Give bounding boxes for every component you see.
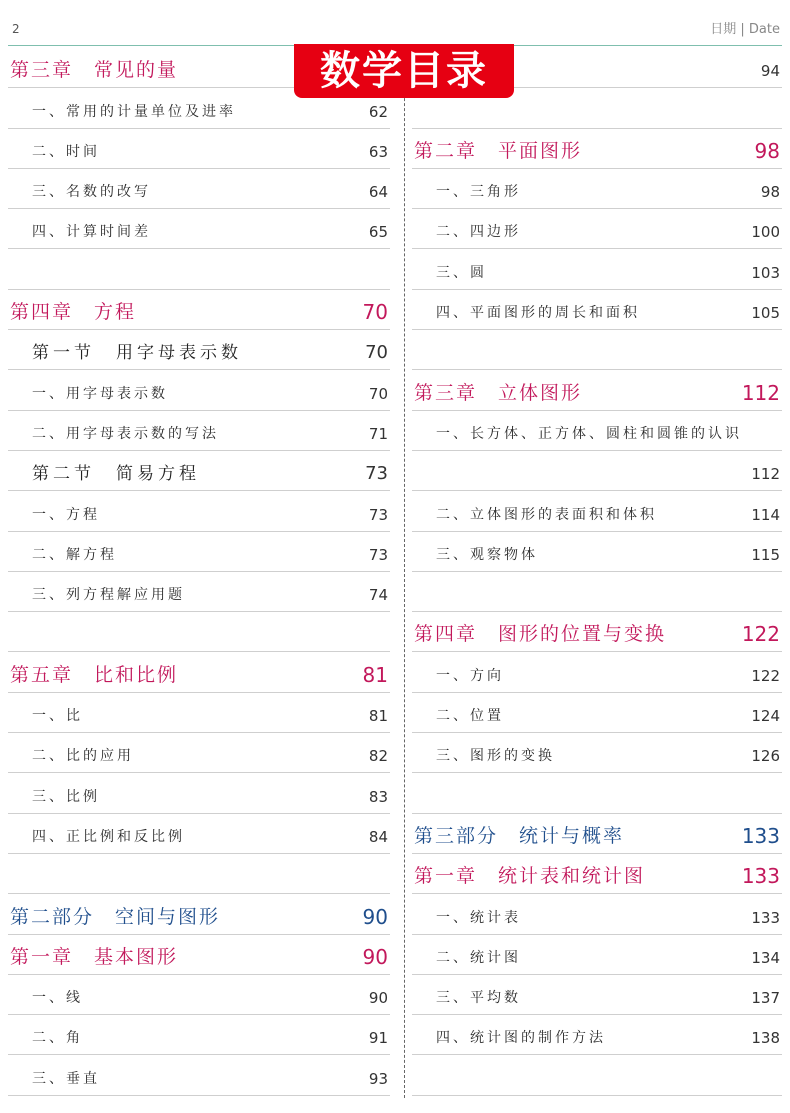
toc-entry-label: 一、方向: [436, 667, 504, 684]
toc-entry-page: 112: [751, 465, 780, 484]
toc-item-row: [412, 209, 782, 249]
toc-entry-label: 二、位置: [436, 708, 504, 725]
toc-item-row: [8, 1055, 390, 1095]
toc-item-row: [412, 975, 782, 1015]
toc-entry-page: 100: [751, 223, 780, 242]
toc-entry-label: 四、计算时间差: [32, 224, 151, 241]
toc-entry-label: 三、平均数: [436, 990, 521, 1007]
toc-entry-page: 81: [362, 662, 388, 687]
toc-entry-page: 133: [741, 864, 780, 889]
toc-chapter-row: [8, 290, 390, 330]
toc-entry-page: 138: [751, 1029, 780, 1048]
toc-item-row: [412, 411, 782, 451]
toc-entry-page: 63: [368, 142, 388, 161]
toc-item-row: [8, 693, 390, 733]
toc-entry-label: 第三部分 统计与概率: [414, 824, 625, 847]
toc-part-row: [8, 894, 390, 934]
toc-entry-label: 四、平面图形的周长和面积: [436, 305, 640, 322]
toc-entry-label: 第三章 立体图形: [414, 381, 583, 404]
toc-entry-label: 第一章 统计表和统计图: [414, 865, 646, 888]
toc-entry-page: 98: [754, 138, 780, 163]
toc-entry-page: 124: [751, 707, 780, 726]
toc-item-row: [412, 652, 782, 692]
toc-entry-label: 二、统计图: [436, 949, 521, 966]
toc-entry-label: 二、时间: [32, 143, 100, 160]
toc-entry-label: 三、列方程解应用题: [32, 587, 185, 604]
toc-entry-page: 94: [760, 62, 780, 81]
toc-entry-label: 一、统计表: [436, 909, 521, 926]
toc-entry-page: 137: [751, 989, 780, 1008]
toc-item-row: [412, 491, 782, 531]
toc-section-row: [8, 330, 390, 370]
toc-entry-page: 81: [368, 707, 388, 726]
toc-item-row: [412, 451, 782, 491]
toc-chapter-row: [412, 129, 782, 169]
toc-item-row: [8, 209, 390, 249]
page-number: 2: [12, 22, 20, 36]
toc-entry-page: 126: [751, 747, 780, 766]
toc-blank-row: [412, 330, 782, 370]
toc-entry-label: 第一章 基本图形: [10, 945, 179, 968]
toc-item-row: [412, 249, 782, 289]
toc-entry-label: 第四章 图形的位置与变换: [414, 623, 667, 646]
toc-entry-label: 三、圆: [436, 264, 487, 281]
toc-item-row: [8, 169, 390, 209]
date-label: 日期 | Date: [710, 22, 780, 37]
toc-entry-page: 64: [368, 183, 388, 202]
toc-entry-page: 84: [368, 827, 388, 846]
toc-item-row: [412, 894, 782, 934]
toc-item-row: [8, 370, 390, 410]
toc-entry-page: 98: [760, 183, 780, 202]
toc-entry-label: 一、用字母表示数: [32, 385, 168, 402]
toc-entry-page: 62: [368, 102, 388, 121]
toc-item-row: [8, 129, 390, 169]
toc-entry-page: 90: [362, 944, 388, 969]
toc-entry-page: 73: [365, 463, 388, 485]
toc-chapter-row: [8, 935, 390, 975]
toc-chapter-row: [412, 370, 782, 410]
toc-entry-label: 三、名数的改写: [32, 184, 151, 201]
toc-item-row: [8, 1015, 390, 1055]
toc-item-row: [412, 1015, 782, 1055]
toc-item-row: [8, 572, 390, 612]
page-title: 数学目录: [294, 44, 514, 98]
toc-blank-row: [412, 1055, 782, 1095]
toc-entry-label: 一、三角形: [436, 184, 521, 201]
toc-entry-label: 第二节 简易方程: [32, 464, 200, 485]
toc-entry-label: 第一节 用字母表示数: [32, 343, 242, 364]
toc-entry-label: 一、线: [32, 990, 83, 1007]
toc-entry-page: 91: [368, 1029, 388, 1048]
toc-entry-label: 二、立体图形的表面积和体积: [436, 506, 657, 523]
toc-entry-label: 第二章 平面图形: [414, 139, 583, 162]
toc-entry-label: 三、比例: [32, 788, 100, 805]
toc-entry-page: 65: [368, 223, 388, 242]
toc-entry-page: 105: [751, 304, 780, 323]
toc-entry-page: 112: [741, 380, 780, 405]
toc-entry-label: 二、四边形: [436, 224, 521, 241]
toc-entry-page: 93: [368, 1069, 388, 1088]
toc-entry-page: 122: [751, 666, 780, 685]
toc-entry-page: 73: [368, 545, 388, 564]
toc-entry-page: 115: [751, 545, 780, 564]
toc-entry-label: 第三章 常见的量: [10, 59, 179, 82]
toc-item-row: [412, 935, 782, 975]
toc-item-row: [412, 290, 782, 330]
toc-entry-page: 134: [751, 948, 780, 967]
toc-item-row: [8, 532, 390, 572]
toc-blank-row: [8, 854, 390, 894]
toc-entry-page: 90: [362, 904, 388, 929]
toc-entry-label: 四、正比例和反比例: [32, 828, 185, 845]
toc-part-row: [412, 814, 782, 854]
toc-entry-page: 70: [362, 300, 388, 325]
toc-entry-label: 四、统计图的制作方法: [436, 1030, 606, 1047]
toc-entry-page: 122: [741, 622, 780, 647]
toc-blank-row: [412, 572, 782, 612]
toc-item-row: [8, 814, 390, 854]
toc-entry-label: 二、角: [32, 1030, 83, 1047]
toc-entry-page: 73: [368, 505, 388, 524]
column-divider: [404, 48, 405, 1098]
toc-item-row: [8, 733, 390, 773]
toc-entry-label: 一、长方体、正方体、圆柱和圆锥的认识: [436, 425, 742, 442]
toc-chapter-row: [412, 612, 782, 652]
toc-entry-page: 82: [368, 747, 388, 766]
toc-entry-label: 第五章 比和比例: [10, 663, 179, 686]
toc-entry-page: 133: [741, 823, 780, 848]
toc-right-column: [412, 48, 782, 1096]
toc-chapter-row: [412, 854, 782, 894]
toc-entry-page: 103: [751, 263, 780, 282]
toc-entry-page: 90: [368, 989, 388, 1008]
toc-entry-label: 一、方程: [32, 506, 100, 523]
toc-entry-label: 三、观察物体: [436, 546, 538, 563]
toc-entry-label: 第四章 方程: [10, 301, 137, 324]
toc-entry-page: 70: [365, 342, 388, 364]
toc-entry-label: 二、解方程: [32, 546, 117, 563]
toc-item-row: [8, 773, 390, 813]
toc-entry-label: 三、垂直: [32, 1070, 100, 1087]
toc-item-row: [8, 975, 390, 1015]
toc-blank-row: [8, 612, 390, 652]
toc-item-row: [412, 532, 782, 572]
toc-section-row: [8, 451, 390, 491]
toc-item-row: [412, 169, 782, 209]
toc-entry-label: 二、用字母表示数的写法: [32, 425, 219, 442]
toc-blank-row: [412, 773, 782, 813]
toc-item-row: [8, 411, 390, 451]
toc-entry-page: 114: [751, 505, 780, 524]
toc-entry-page: 133: [751, 908, 780, 927]
toc-entry-page: 70: [368, 384, 388, 403]
toc-entry-page: 74: [368, 586, 388, 605]
toc-entry-label: 一、常用的计量单位及进率: [32, 103, 236, 120]
toc-entry-label: 二、比的应用: [32, 748, 134, 765]
toc-entry-page: 83: [368, 787, 388, 806]
toc-item-row: [412, 693, 782, 733]
toc-item-row: [412, 733, 782, 773]
toc-entry-label: 第二部分 空间与图形: [10, 905, 221, 928]
toc-left-column: [8, 48, 390, 1096]
toc-entry-label: 一、比: [32, 708, 83, 725]
toc-item-row: [8, 491, 390, 531]
toc-entry-page: 71: [368, 424, 388, 443]
toc-blank-row: [8, 249, 390, 289]
toc-entry-label: 三、图形的变换: [436, 748, 555, 765]
toc-chapter-row: [8, 652, 390, 692]
